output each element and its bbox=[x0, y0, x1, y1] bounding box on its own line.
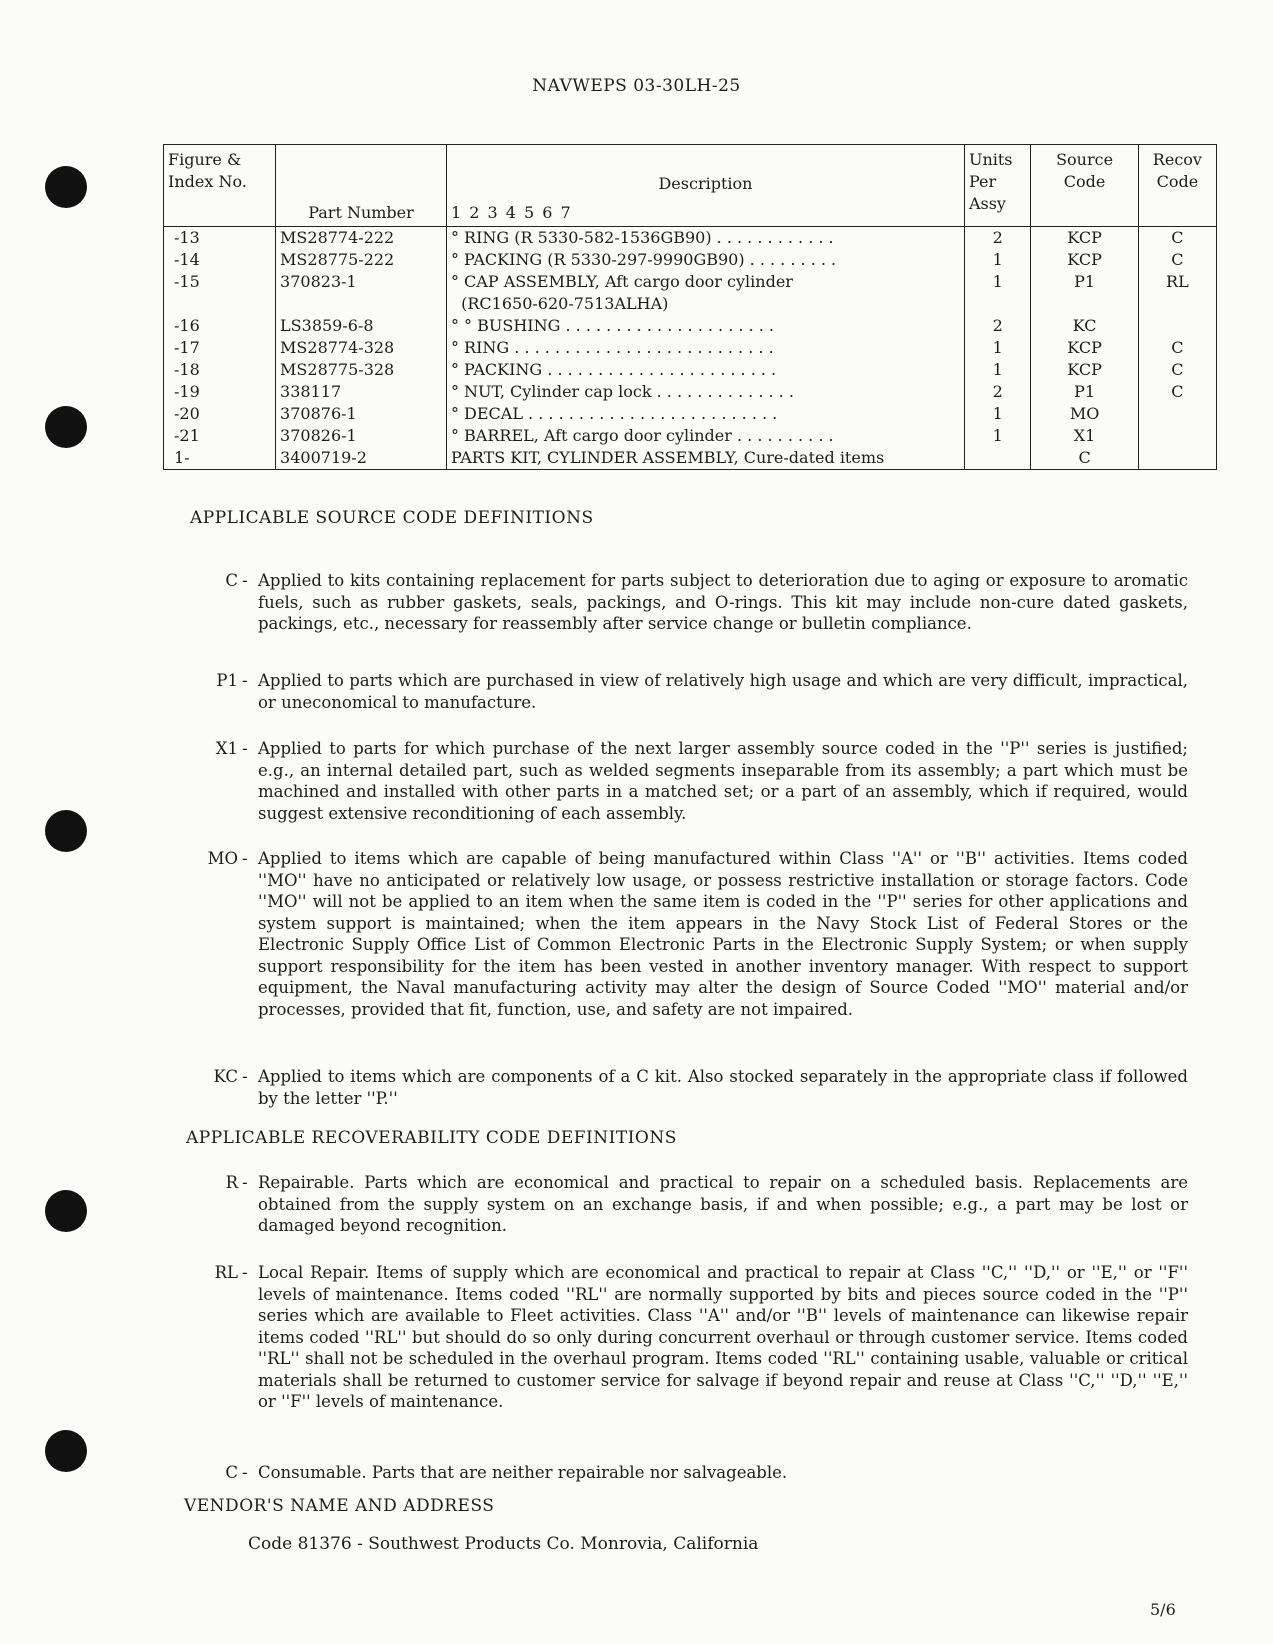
col-header-description bbox=[446, 145, 964, 227]
definition-dash: - bbox=[242, 1067, 248, 1086]
description-cell: ° PACKING . . . . . . . . . . . . . . . . . . . . . . . bbox=[446, 359, 964, 381]
units-cell: 1 bbox=[964, 403, 1030, 425]
recov-code-cell bbox=[1138, 293, 1216, 315]
binder-hole bbox=[45, 406, 87, 448]
binder-hole bbox=[45, 1190, 87, 1232]
table-row bbox=[164, 403, 1217, 425]
part-number-cell: 370876-1 bbox=[276, 403, 447, 425]
table-row bbox=[164, 447, 1217, 470]
source-code-cell: C bbox=[1031, 447, 1138, 470]
description-cell: ° BARREL, Aft cargo door cylinder . . . . . . . . . . bbox=[446, 425, 964, 447]
recov-code-cell: C bbox=[1138, 227, 1216, 250]
recov-code-cell bbox=[1138, 403, 1216, 425]
source-code-cell: KCP bbox=[1031, 227, 1138, 250]
definition-code: C bbox=[225, 571, 238, 590]
source-code-cell: P1 bbox=[1031, 271, 1138, 293]
part-number-cell: MS28775-222 bbox=[276, 249, 447, 271]
description-cell: ° ° BUSHING . . . . . . . . . . . . . . . . . . . . . bbox=[446, 315, 964, 337]
units-cell: 1 bbox=[964, 359, 1030, 381]
binder-hole bbox=[45, 1430, 87, 1472]
definition-text: Applied to items which are components of a C kit. Also stocked separately in the appropriate class if followed by the letter ''P.'' bbox=[258, 1067, 1188, 1108]
source-code-cell: KCP bbox=[1031, 359, 1138, 381]
definition-item bbox=[178, 1066, 1188, 1109]
source-code-cell: KCP bbox=[1031, 337, 1138, 359]
units-cell: 1 bbox=[964, 337, 1030, 359]
col-header-recov: Recov Code bbox=[1138, 145, 1216, 227]
part-number-cell: 370826-1 bbox=[276, 425, 447, 447]
recov-code-cell: C bbox=[1138, 381, 1216, 403]
source-code-cell: KC bbox=[1031, 315, 1138, 337]
fig-cell: -15 bbox=[164, 271, 276, 293]
recov-code-cell: C bbox=[1138, 249, 1216, 271]
source-section-title: APPLICABLE SOURCE CODE DEFINITIONS bbox=[190, 508, 594, 528]
col-header-part-number: Part Number bbox=[276, 145, 447, 227]
definition-code: X1 bbox=[215, 739, 238, 758]
binder-hole bbox=[45, 810, 87, 852]
document-header: NAVWEPS 03-30LH-25 bbox=[532, 76, 741, 96]
description-cell: ° NUT, Cylinder cap lock . . . . . . . . . . . . . . bbox=[446, 381, 964, 403]
definition-item bbox=[178, 1462, 1188, 1484]
units-cell bbox=[964, 293, 1030, 315]
description-cell: ° CAP ASSEMBLY, Aft cargo door cylinder bbox=[446, 271, 964, 293]
definition-code: C bbox=[225, 1463, 238, 1482]
table-row bbox=[164, 337, 1217, 359]
part-number-cell: MS28774-222 bbox=[276, 227, 447, 250]
definition-dash: - bbox=[242, 671, 248, 690]
fig-cell: -20 bbox=[164, 403, 276, 425]
fig-cell: -19 bbox=[164, 381, 276, 403]
units-cell: 1 bbox=[964, 249, 1030, 271]
parts-table bbox=[163, 144, 1217, 470]
recov-section-title: APPLICABLE RECOVERABILITY CODE DEFINITIONS bbox=[186, 1128, 677, 1148]
units-cell: 1 bbox=[964, 271, 1030, 293]
fig-cell: -21 bbox=[164, 425, 276, 447]
description-cell: (RC1650-620-7513ALHA) bbox=[446, 293, 964, 315]
definition-text: Applied to parts for which purchase of the next larger assembly source coded in the ''P'' series is justified; e.g., an internal detailed part, such as welded segments inseparable from its assembly; a part which must be machined and installed with other parts in a matched set; or a part of an assembly, which if required, would suggest extensive reconditioning of each assembly. bbox=[258, 739, 1188, 823]
source-code-cell bbox=[1031, 293, 1138, 315]
units-cell: 1 bbox=[964, 425, 1030, 447]
source-code-cell: X1 bbox=[1031, 425, 1138, 447]
recov-code-cell: C bbox=[1138, 337, 1216, 359]
definition-code: P1 bbox=[216, 671, 238, 690]
col-header-units: Units Per Assy bbox=[964, 145, 1030, 227]
recov-code-cell bbox=[1138, 315, 1216, 337]
fig-cell: -18 bbox=[164, 359, 276, 381]
fig-cell: 1- bbox=[164, 447, 276, 470]
table-row bbox=[164, 249, 1217, 271]
source-code-cell: KCP bbox=[1031, 249, 1138, 271]
fig-cell: -16 bbox=[164, 315, 276, 337]
page-number: 5/6 bbox=[1150, 1600, 1176, 1619]
definition-item bbox=[178, 1172, 1188, 1237]
units-cell: 2 bbox=[964, 381, 1030, 403]
definition-text: Repairable. Parts which are economical and practical to repair on a scheduled basis. Replacements are obtained from the supply system on an exchange basis, if and when possible; e.g., a part may be lost or damaged beyond recognition. bbox=[258, 1173, 1188, 1235]
table-row bbox=[164, 315, 1217, 337]
fig-cell bbox=[164, 293, 276, 315]
definition-text: Applied to kits containing replacement for parts subject to deterioration due to aging or exposure to aromatic fuels, such as rubber gaskets, seals, packings, and O-rings. This kit may include non-cure dated gaskets, packings, etc., necessary for reassembly after service change or bulletin compliance. bbox=[258, 571, 1188, 633]
source-code-cell: P1 bbox=[1031, 381, 1138, 403]
part-number-cell: 370823-1 bbox=[276, 271, 447, 293]
part-number-cell: 338117 bbox=[276, 381, 447, 403]
definition-dash: - bbox=[242, 1263, 248, 1282]
description-cell: ° PACKING (R 5330-297-9990GB90) . . . . . . . . . bbox=[446, 249, 964, 271]
table-row bbox=[164, 227, 1217, 250]
definition-dash: - bbox=[242, 849, 248, 868]
definition-code: MO bbox=[207, 849, 238, 868]
definition-item bbox=[178, 1262, 1188, 1413]
indent-levels-label: 1 2 3 4 5 6 7 bbox=[450, 203, 571, 222]
description-cell: PARTS KIT, CYLINDER ASSEMBLY, Cure-dated items bbox=[446, 447, 964, 470]
definition-item bbox=[178, 848, 1188, 1020]
recov-code-cell bbox=[1138, 447, 1216, 470]
definition-item bbox=[178, 670, 1188, 713]
units-cell: 2 bbox=[964, 227, 1030, 250]
part-number-cell: MS28774-328 bbox=[276, 337, 447, 359]
source-code-cell: MO bbox=[1031, 403, 1138, 425]
col-header-figure: Figure & Index No. bbox=[164, 145, 276, 227]
fig-cell: -17 bbox=[164, 337, 276, 359]
description-cell: ° DECAL . . . . . . . . . . . . . . . . . . . . . . . . . bbox=[446, 403, 964, 425]
recov-code-cell: C bbox=[1138, 359, 1216, 381]
definition-dash: - bbox=[242, 571, 248, 590]
definition-item bbox=[178, 570, 1188, 635]
description-cell: ° RING (R 5330-582-1536GB90) . . . . . . . . . . . . bbox=[446, 227, 964, 250]
definition-item bbox=[178, 738, 1188, 824]
part-number-cell bbox=[276, 293, 447, 315]
part-number-cell: MS28775-328 bbox=[276, 359, 447, 381]
part-number-cell: LS3859-6-8 bbox=[276, 315, 447, 337]
description-label: Description bbox=[658, 174, 753, 193]
definition-text: Applied to parts which are purchased in view of relatively high usage and which are very difficult, impractical, or uneconomical to manufacture. bbox=[258, 671, 1188, 712]
definition-text: Local Repair. Items of supply which are economical and practical to repair at Class ''C,'' ''D,'' or ''E,'' or ''F'' levels of maintenance. Items coded ''RL'' are normally supported by bits and pieces source coded in the ''P'' series which are available to Fleet activities. Class ''A'' and/or ''B'' levels of maintenance can likewise repair items coded ''RL'' but should do so only during concurrent overhaul or through customer service. Items coded ''RL'' shall not be scheduled in the overhaul program. Items coded ''RL'' containing usable, valuable or critical materials shall be returned to customer service for salvage if beyond repair and reuse at Class ''C,'' ''D,'' ''E,'' or ''F'' levels of maintenance. bbox=[258, 1263, 1188, 1411]
col-header-source: Source Code bbox=[1031, 145, 1138, 227]
units-cell: 2 bbox=[964, 315, 1030, 337]
vendor-line: Code 81376 - Southwest Products Co. Monrovia, California bbox=[248, 1534, 759, 1554]
definition-code: KC bbox=[213, 1067, 238, 1086]
definition-dash: - bbox=[242, 1173, 248, 1192]
definition-dash: - bbox=[242, 739, 248, 758]
table-row bbox=[164, 359, 1217, 381]
description-cell: ° RING . . . . . . . . . . . . . . . . . . . . . . . . . . bbox=[446, 337, 964, 359]
recov-code-cell bbox=[1138, 425, 1216, 447]
units-cell bbox=[964, 447, 1030, 470]
definition-text: Consumable. Parts that are neither repairable nor salvageable. bbox=[258, 1463, 788, 1482]
fig-cell: -13 bbox=[164, 227, 276, 250]
binder-hole bbox=[45, 166, 87, 208]
fig-cell: -14 bbox=[164, 249, 276, 271]
definition-text: Applied to items which are capable of being manufactured within Class ''A'' or ''B'' activities. Items coded ''MO'' have no anticipated or relatively low usage, or possess restrictive installation or storage factors. Code ''MO'' will not be applied to an item when the same item is coded in the ''P'' series for other applications and system support is maintained; when the item appears in the Navy Stock List of Federal Stores or the Electronic Supply Office List of Common Electronic Parts in the Electronic Supply System; or when supply support responsibility for the item has been vested in another inventory manager. With respect to support equipment, the Naval manufacturing activity may alter the design of Source Coded ''MO'' material and/or processes, provided that fit, function, use, and safety are not impaired. bbox=[258, 849, 1188, 1019]
definition-code: RL bbox=[214, 1263, 238, 1282]
table-row bbox=[164, 425, 1217, 447]
definition-code: R bbox=[225, 1173, 238, 1192]
definition-dash: - bbox=[242, 1463, 248, 1482]
table-row bbox=[164, 271, 1217, 293]
recov-code-cell: RL bbox=[1138, 271, 1216, 293]
table-row bbox=[164, 381, 1217, 403]
table-row bbox=[164, 293, 1217, 315]
vendor-title: VENDOR'S NAME AND ADDRESS bbox=[184, 1496, 495, 1516]
part-number-cell: 3400719-2 bbox=[276, 447, 447, 470]
